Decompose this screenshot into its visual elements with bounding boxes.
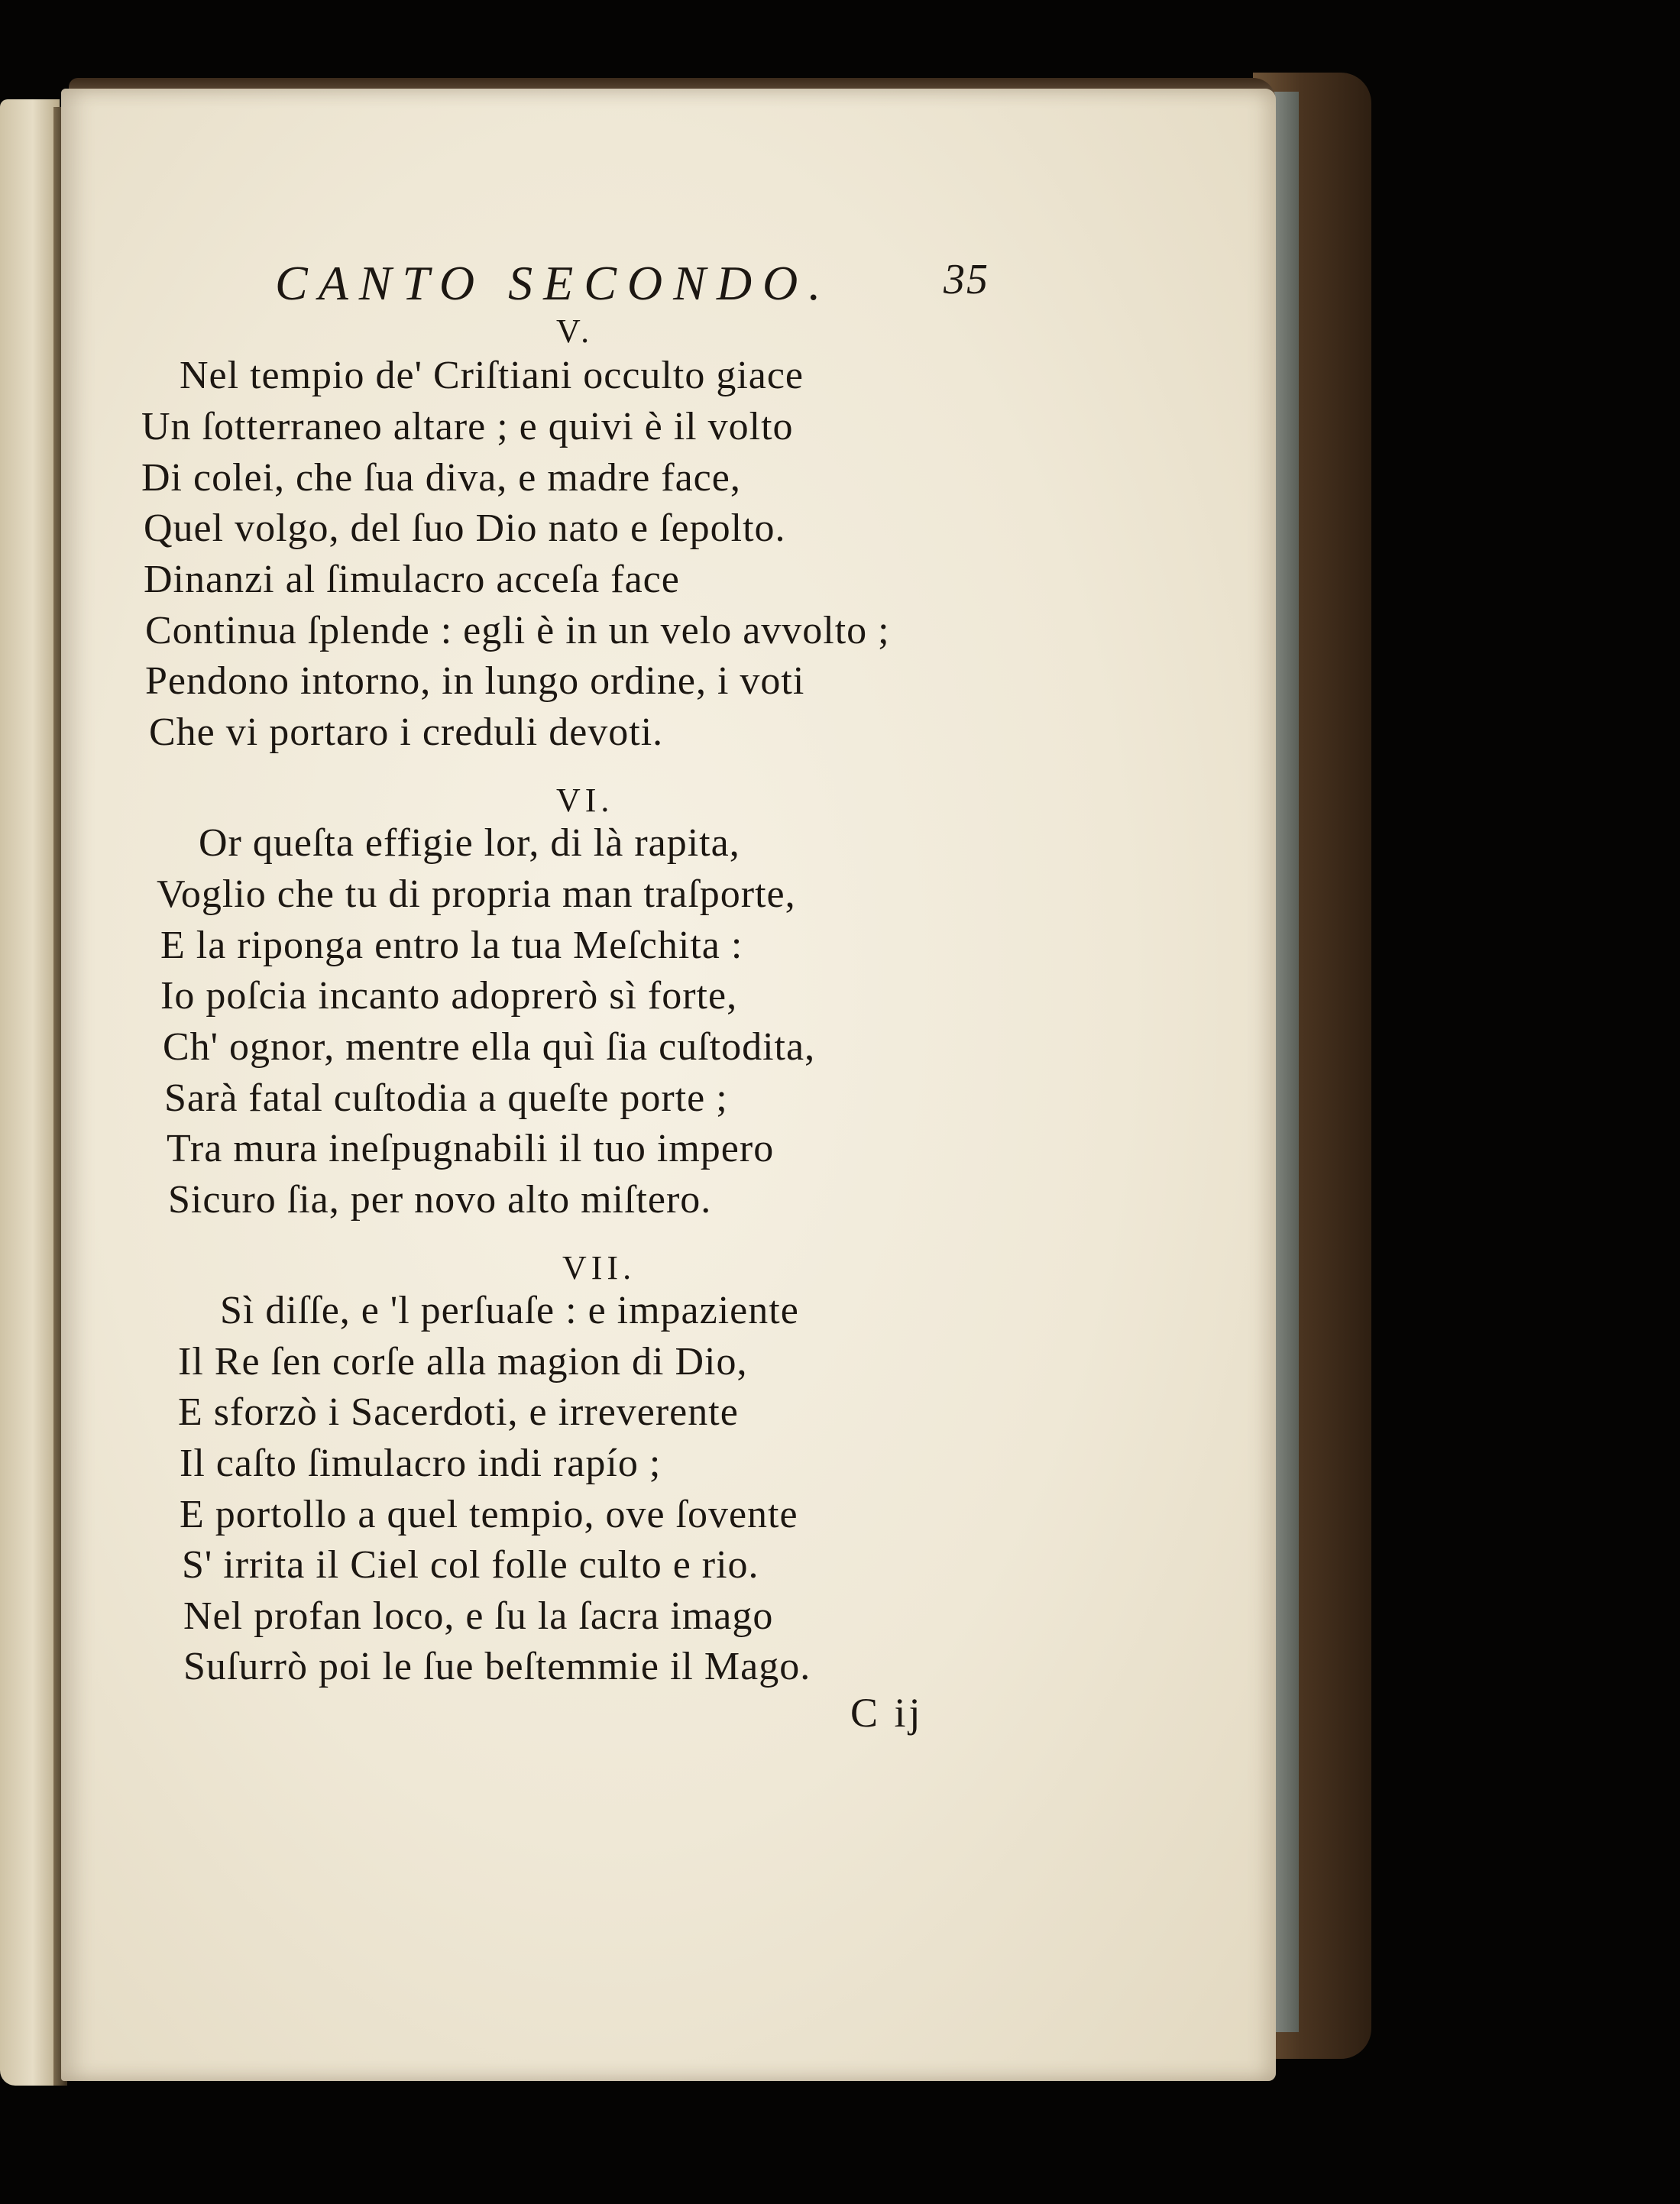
verse-line: Sarà fatal cuſtodia a queſte porte ; — [164, 1076, 728, 1120]
verse-line: Di colei, che ſua diva, e madre face, — [141, 456, 741, 500]
verse-line: Pendono intorno, in lungo ordine, i voti — [145, 659, 805, 703]
verse-line: Tra mura ineſpugnabili il tuo impero — [167, 1127, 775, 1170]
verse-line: Suſurrò poi le ſue beſtemmie il Mago. — [183, 1645, 811, 1688]
signature-mark: C ij — [850, 1690, 924, 1736]
verse-line: Che vi portaro i creduli devoti. — [149, 710, 664, 754]
stanza-number: VI. — [556, 782, 614, 819]
verse-line: Or queſta effigie lor, di là rapita, — [199, 821, 740, 865]
previous-page-edge — [0, 99, 60, 2086]
verse-line: Sì diſſe, e 'l perſuaſe : e impaziente — [220, 1289, 799, 1332]
verse-line: Un ſotterraneo altare ; e quivi è il volto — [141, 405, 794, 448]
verse-line: Quel volgo, del ſuo Dio nato e ſepolto. — [144, 506, 786, 550]
verse-line: Sicuro ſia, per novo alto miſtero. — [168, 1178, 712, 1222]
verse-line: Nel profan loco, e ſu la ſacra imago — [183, 1594, 774, 1638]
verse-line: S' irrita il Ciel col folle culto e rio. — [182, 1543, 759, 1587]
verse-line: E portollo a quel tempio, ove ſovente — [180, 1493, 798, 1536]
verse-line: Continua ſplende : egli è in un velo avvolto ; — [145, 609, 890, 652]
page-number: 35 — [944, 256, 989, 303]
running-head-title: CANTO SECONDO. — [275, 256, 832, 310]
verse-line: Nel tempio de' Criſtiani occulto giace — [180, 354, 804, 397]
verse-line: E la riponga entro la tua Meſchita : — [160, 924, 743, 967]
verse-line: Dinanzi al ſimulacro acceſa face — [144, 558, 680, 601]
stanza-number: V. — [556, 312, 594, 350]
book-page — [61, 89, 1276, 2081]
verse-line: Ch' ognor, mentre ella quì ſia cuſtodita, — [163, 1025, 816, 1069]
verse-line: Il caſto ſimulacro indi rapío ; — [180, 1442, 662, 1485]
verse-line: Il Re ſen corſe alla magion di Dio, — [178, 1340, 748, 1384]
stanza-number: VII. — [562, 1249, 636, 1286]
verse-line: Voglio che tu di propria man traſporte, — [157, 872, 796, 916]
verse-line: Io poſcia incanto adoprerò sì forte, — [160, 974, 738, 1018]
page-text — [61, 89, 1276, 2081]
verse-line: E sforzò i Sacerdoti, e irreverente — [178, 1390, 739, 1434]
